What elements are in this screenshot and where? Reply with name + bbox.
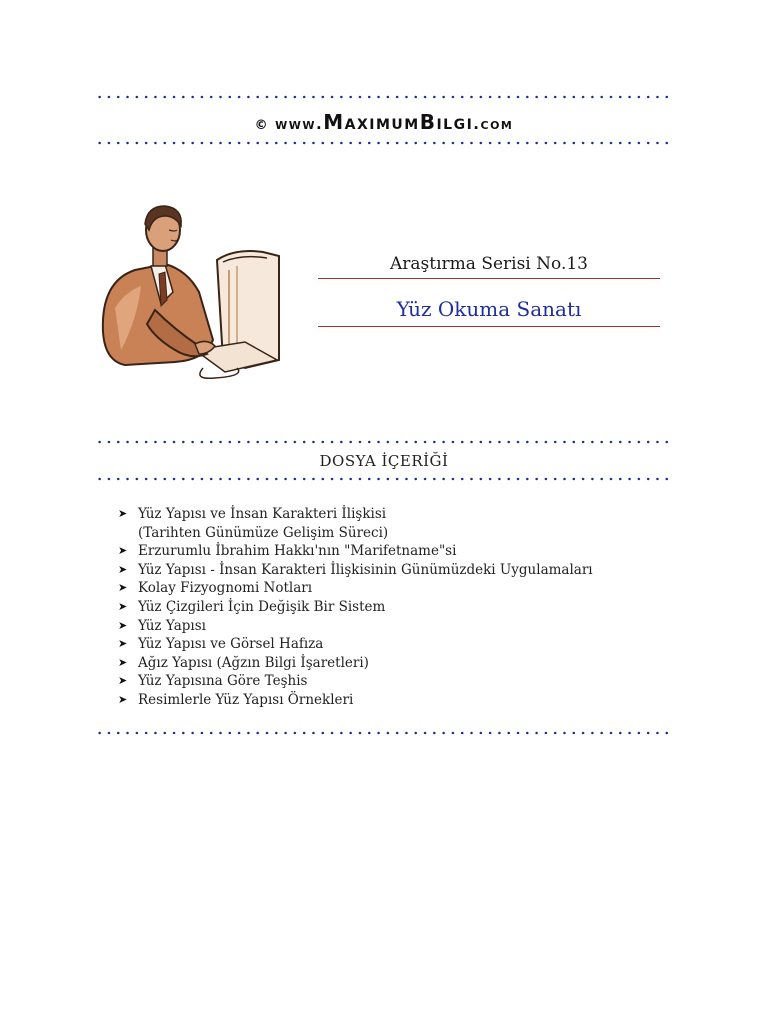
list-item (118, 505, 678, 542)
list-item-label: Kolay Fizyognomi Notları (138, 580, 313, 597)
list-item-sublabel: (Tarihten Günümüze Gelişim Süreci) (138, 524, 389, 541)
site-prefix: www. (275, 115, 324, 133)
contents-heading-dotted-separator (95, 477, 673, 481)
arrowhead-bullet-icon: ➤ (118, 692, 128, 706)
list-item (118, 691, 678, 710)
arrowhead-bullet-icon: ➤ (118, 637, 128, 651)
list-item (118, 598, 678, 617)
arrowhead-bullet-icon: ➤ (118, 544, 128, 558)
list-item-label: Erzurumlu İbrahim Hakkı'nın "Marifetname"si (138, 543, 457, 560)
arrowhead-bullet-icon: ➤ (118, 507, 128, 520)
top-dotted-separator-lower (95, 141, 673, 145)
list-item-label: Yüz Çizgileri İçin Değişik Bir Sistem (138, 598, 386, 615)
list-item-label: Ağız Yapısı (Ağzın Bilgi İşaretleri) (138, 654, 369, 671)
contents-top-dotted-separator (95, 440, 673, 444)
site-banner (95, 110, 673, 138)
bottom-dotted-separator (95, 731, 673, 735)
list-item-label: Resimlerle Yüz Yapısı Örnekleri (138, 691, 354, 708)
arrowhead-bullet-icon: ➤ (118, 581, 128, 595)
list-item-label: Yüz Yapısı (138, 617, 206, 634)
list-item (118, 579, 678, 598)
list-item-label: Yüz Yapısı ve Görsel Hafıza (138, 636, 324, 653)
contents-heading: DOSYA İÇERİĞİ (319, 452, 449, 470)
list-item (118, 635, 678, 654)
arrowhead-bullet-icon: ➤ (118, 562, 128, 576)
contents-list (118, 505, 678, 710)
list-item-label: Yüz Yapısı - İnsan Karakteri İlişkisinin Günümüzdeki Uygulamaları (138, 561, 593, 578)
list-item (118, 672, 678, 691)
arrowhead-bullet-icon: ➤ (118, 655, 128, 669)
arrowhead-bullet-icon: ➤ (118, 674, 128, 688)
list-item-label: Yüz Yapısı ve İnsan Karakteri İlişkisi (138, 506, 387, 522)
site-suffix: .com (473, 115, 514, 133)
site-name-part2: Bilgi (419, 110, 474, 134)
list-item (118, 617, 678, 636)
list-item-label: Yüz Yapısına Göre Teşhis (138, 673, 308, 690)
copyright-symbol: © (254, 118, 270, 133)
list-item (118, 542, 678, 561)
book-title: Yüz Okuma Sanatı (318, 297, 660, 327)
arrowhead-bullet-icon: ➤ (118, 599, 128, 613)
list-item (118, 654, 678, 673)
top-dotted-separator (95, 95, 673, 99)
businessman-at-computer-icon (95, 200, 285, 385)
arrowhead-bullet-icon: ➤ (118, 618, 128, 632)
list-item (118, 561, 678, 580)
site-name-part1: Maximum (323, 110, 420, 134)
series-title: Araştırma Serisi No.13 (318, 254, 660, 279)
